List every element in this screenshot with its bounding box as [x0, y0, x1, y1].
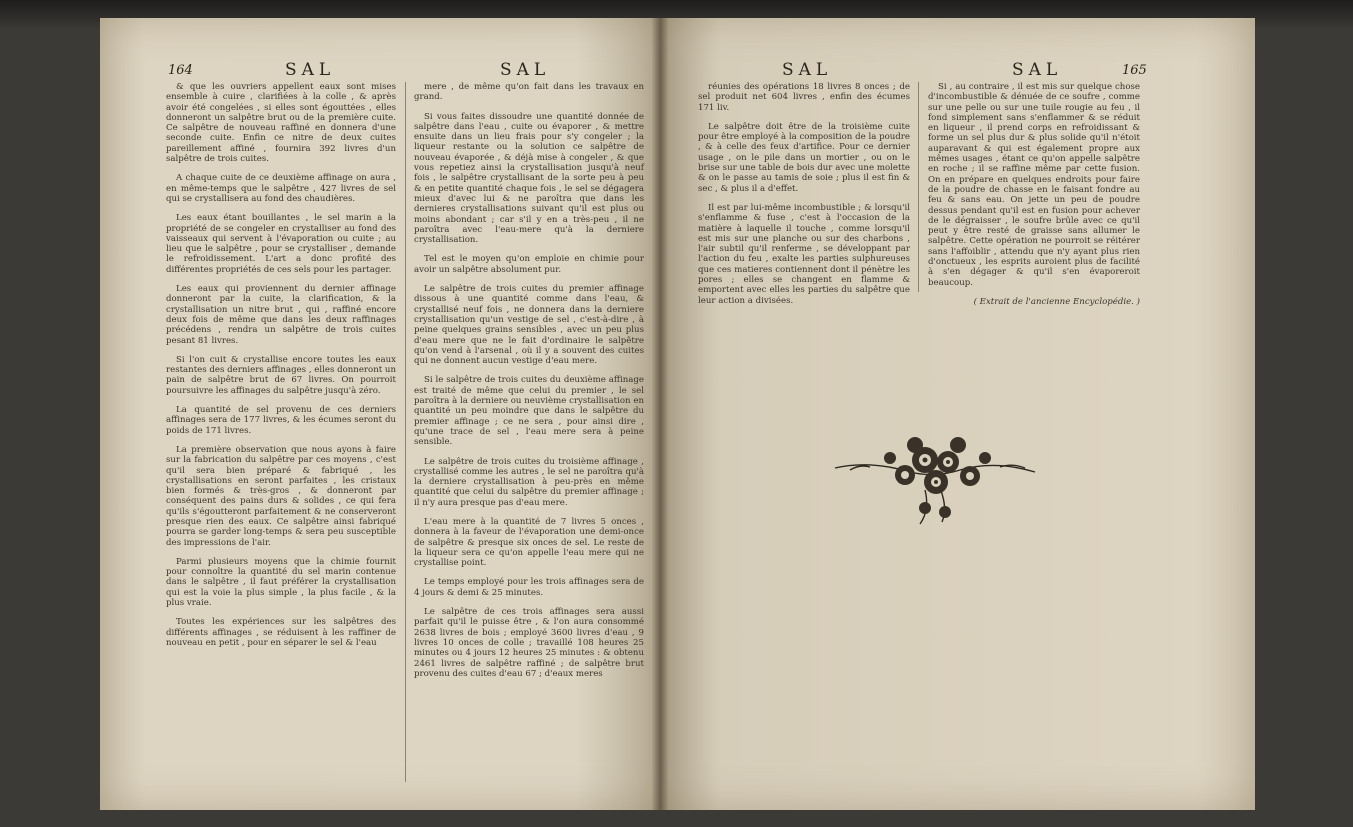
paragraph: Il est par lui-même incombustible ; & lorsqu'il s'enflamme & fuse , c'est à l'occasion de la matière à laquelle il touche , comme lorsqu'il est mis sur une planche ou sur des charbons , l'air subtil qu'il renferme , se développant par l'action du feu , exalte les parties sulphureuses que ces matieres contiennent dont il pénètre les pores ; elles se changent en flamme & emportent avec elles les parties du salpêtre que leur action a divisées.	[698, 202, 910, 306]
paragraph: Si l'on cuit & crystallise encore toutes les eaux restantes des derniers affinages , elles donneront un pain de salpêtre brut de 67 livres. On pourroit poursuivre les affinages du salpêtre jusqu'à zéro.	[166, 354, 396, 396]
paragraph: & que les ouvriers appellent eaux sont mises ensemble à cuire , clarifiées à la colle , & après avoir été congelées , si elles sont égouttées , elles donneront un salpêtre brut ou de la première cuite. Ce salpêtre de nouveau raffiné en donnera d'une seconde cuite. Enfin ce nitre de deux cuites pareillement affiné , fournira 392 livres d'un salpêtre de trois cuites.	[166, 82, 396, 165]
floral-ornament-icon	[830, 420, 1040, 530]
left-page-number: 164	[168, 63, 193, 78]
right-header-left: SAL	[782, 60, 833, 80]
paragraph: Parmi plusieurs moyens que la chimie fournit pour connoître la quantité du sel marin contenue dans le salpêtre , il faut préférer la crystallisation qui est la voie la plus simple , la plus facile , & la plus vraie.	[166, 556, 396, 609]
paragraph: La quantité de sel provenu de ces derniers affinages sera de 177 livres, & les écumes seront du poids de 171 livres.	[166, 405, 396, 436]
right-page-number: 165	[1122, 63, 1147, 78]
paragraph: Tel est le moyen qu'on emploie en chimie pour avoir un salpêtre absolument pur.	[414, 254, 644, 275]
paragraph: Le temps employé pour les trois affinages sera de 4 jours & demi & 25 minutes.	[414, 577, 644, 598]
citation: ( Extrait de l'ancienne Encyclopédie. )	[973, 296, 1140, 307]
paragraph: Si , au contraire , il est mis sur quelque chose d'incombustible & dénuée de ce soufre , comme sur une pelle ou sur une tuile rougie au feu , il fond simplement sans s'enflammer & se réduit en liqueur , il prend corps en refroidissant & forme un sel plus dur & plus solide qu'il n'étoit auparavant & qui est également propre aux mêmes usages , étant ce qu'on appelle salpêtre en roche ; il se raffine même par cette fusion. On en prépare en quelques endroits pour faire de la poudre de chasse en le faisant fondre au feu & sans eau. On jette un peu de poudre dessus pendant qu'il est en fusion pour achever de le dégraisser , le soufre brûle avec ce qu'il peut y être resté de graisse sans allumer le salpêtre. Cette opération ne pourroit se réitérer sans l'affoiblir , attendu que n'y ayant plus rien d'onctueux , les esprits auroient plus de facilité à s'en dégager & qu'il s'en évaporeroit beaucoup.	[928, 82, 1140, 288]
left-header-right: SAL	[500, 60, 551, 80]
paragraph: Toutes les expériences sur les salpêtres des différents affinages , se réduisent à les raffiner de nouveau en petit , pour en séparer le sel & l'eau	[166, 617, 396, 648]
right-page-column-2	[928, 82, 1140, 316]
paragraph: Les eaux étant bouillantes , le sel marin a la propriété de se congeler en crystalliser au fond des vaisseaux qui servent à l'évaporation ou cuite ; au lieu que le salpêtre , pour se crystalliser , demande le refroidissement. L'art a donc profité des différentes propriétés de ces sels pour les partager.	[166, 213, 396, 275]
paragraph: Les eaux qui proviennent du dernier affinage donneront par la cuite, la clarification, & la crystallisation un nitre brut , qui , raffiné encore deux fois de même que dans les deux raffinages précédens , rendra un salpêtre de trois cuites pesant 81 livres.	[166, 284, 396, 346]
paragraph: mere , de même qu'on fait dans les travaux en grand.	[414, 82, 644, 103]
paragraph: Le salpêtre de trois cuites du premier affinage dissous à une quantité comme dans l'eau, & crystallisé neuf fois , ne donnera dans la derniere crystallisation qu'un vestige de sel , c'est-à-dire , à peine quelques grains sensibles , avec un peu plus d'eau mere que ne le fait d'ordinaire le salpêtre qu'on vend à l'arsenal , où il y a souvent des cuites qui ne donnent aucun vestige d'eau mere.	[414, 284, 644, 367]
right-header-right: SAL	[1012, 60, 1063, 80]
paragraph: Le salpêtre de ces trois affinages sera aussi parfait qu'il le puisse être , & l'on aura consommé 2638 livres de bois ; employé 3600 livres d'eau , 9 livres 10 onces de colle ; travaillé 108 heures 25 minutes ou 4 jours 12 heures 25 minutes : & obtenu 2461 livres de salpêtre raffiné ; de salpêtre brut provenu des cuites d'eau 67 ; d'eaux meres	[414, 607, 644, 679]
left-page-column-1	[166, 82, 396, 657]
left-page-column-2	[414, 82, 644, 688]
book-gutter	[652, 18, 668, 810]
paragraph: Si vous faites dissoudre une quantité donnée de salpêtre dans l'eau , cuite ou évaporer , & mettre ensuite dans un lieu frais pour s'y congeler ; la liqueur restante ou la solution ce salpêtre de nouveau évaporée , & déjà mise à congeler , & que vous repetiez ainsi la crystallisation jusqu'à neuf fois , le salpêtre crystallisant de la sorte peu à peu & en petite quantité chaque fois , le sel se dégagera mieux d'avec lui & ne paroîtra que dans les dernieres crystallisations suivant qu'il est plus ou moins abondant ; car s'il y en a très-peu , il ne paroîtra avec l'eau-mere qu'à la derniere crystallisation.	[414, 111, 644, 246]
left-header-left: SAL	[285, 60, 336, 80]
paragraph: Le salpêtre doit être de la troisième cuite pour être employé à la composition de la poudre , & à celle des feux d'artifice. Pour ce dernier usage , on le pile dans un mortier , ou on le brise sur une table de bois dur avec une molette & on le passe au tamis de soie ; plus il est fin & sec , & plus il a d'effet.	[698, 121, 910, 194]
paragraph: L'eau mere à la quantité de 7 livres 5 onces , donnera à la faveur de l'évaporation une demi-once de salpêtre & presque six onces de sel. Le reste de la liqueur sera ce qu'on appelle l'eau mere qui ne crystallise point.	[414, 516, 644, 569]
paragraph: Le salpêtre de trois cuites du troisième affinage , crystallisé comme les autres , le sel ne paroîtra qu'à la derniere crystallisation à peu-près en même quantité que celui du salpêtre du premier affinage ; il n'y aura presque pas d'eau mere.	[414, 456, 644, 508]
column-divider	[405, 82, 406, 782]
column-divider	[918, 82, 919, 292]
paragraph: Si le salpêtre de trois cuites du deuxième affinage est traité de même que celui du premier , le sel paroîtra à la derniere ou neuvième crystallisation en quantité un peu moindre que dans le salpêtre du premier affinage ; ce ne sera , pour ainsi dire , qu'une trace de sel , l'eau mere sera à peine sensible.	[414, 375, 644, 448]
paragraph: A chaque cuite de ce deuxième affinage on aura , en même-temps que le salpêtre , 427 livres de sel qui se crystallisera au fond des chaudières.	[166, 173, 396, 204]
paragraph: La première observation que nous ayons à faire sur la fabrication du salpêtre par ces moyens , c'est qu'il sera bien préparé & fabriqué , les crystallisations en seront parfaites , les cristaux bien formés & très-gros , & donneront par conséquent des pains durs & solides , ce qui fera qu'ils s'égoutteront parfaitement & ne conserveront presque rien des eaux. Ce salpêtre ainsi fabriqué pourra se garder long-temps & sera peu susceptible des impressions de l'air.	[166, 444, 396, 548]
right-page-column-1	[698, 82, 910, 315]
paragraph: réunies des opérations 18 livres 8 onces ; de sel produit net 604 livres , enfin des écumes 171 liv.	[698, 82, 910, 113]
